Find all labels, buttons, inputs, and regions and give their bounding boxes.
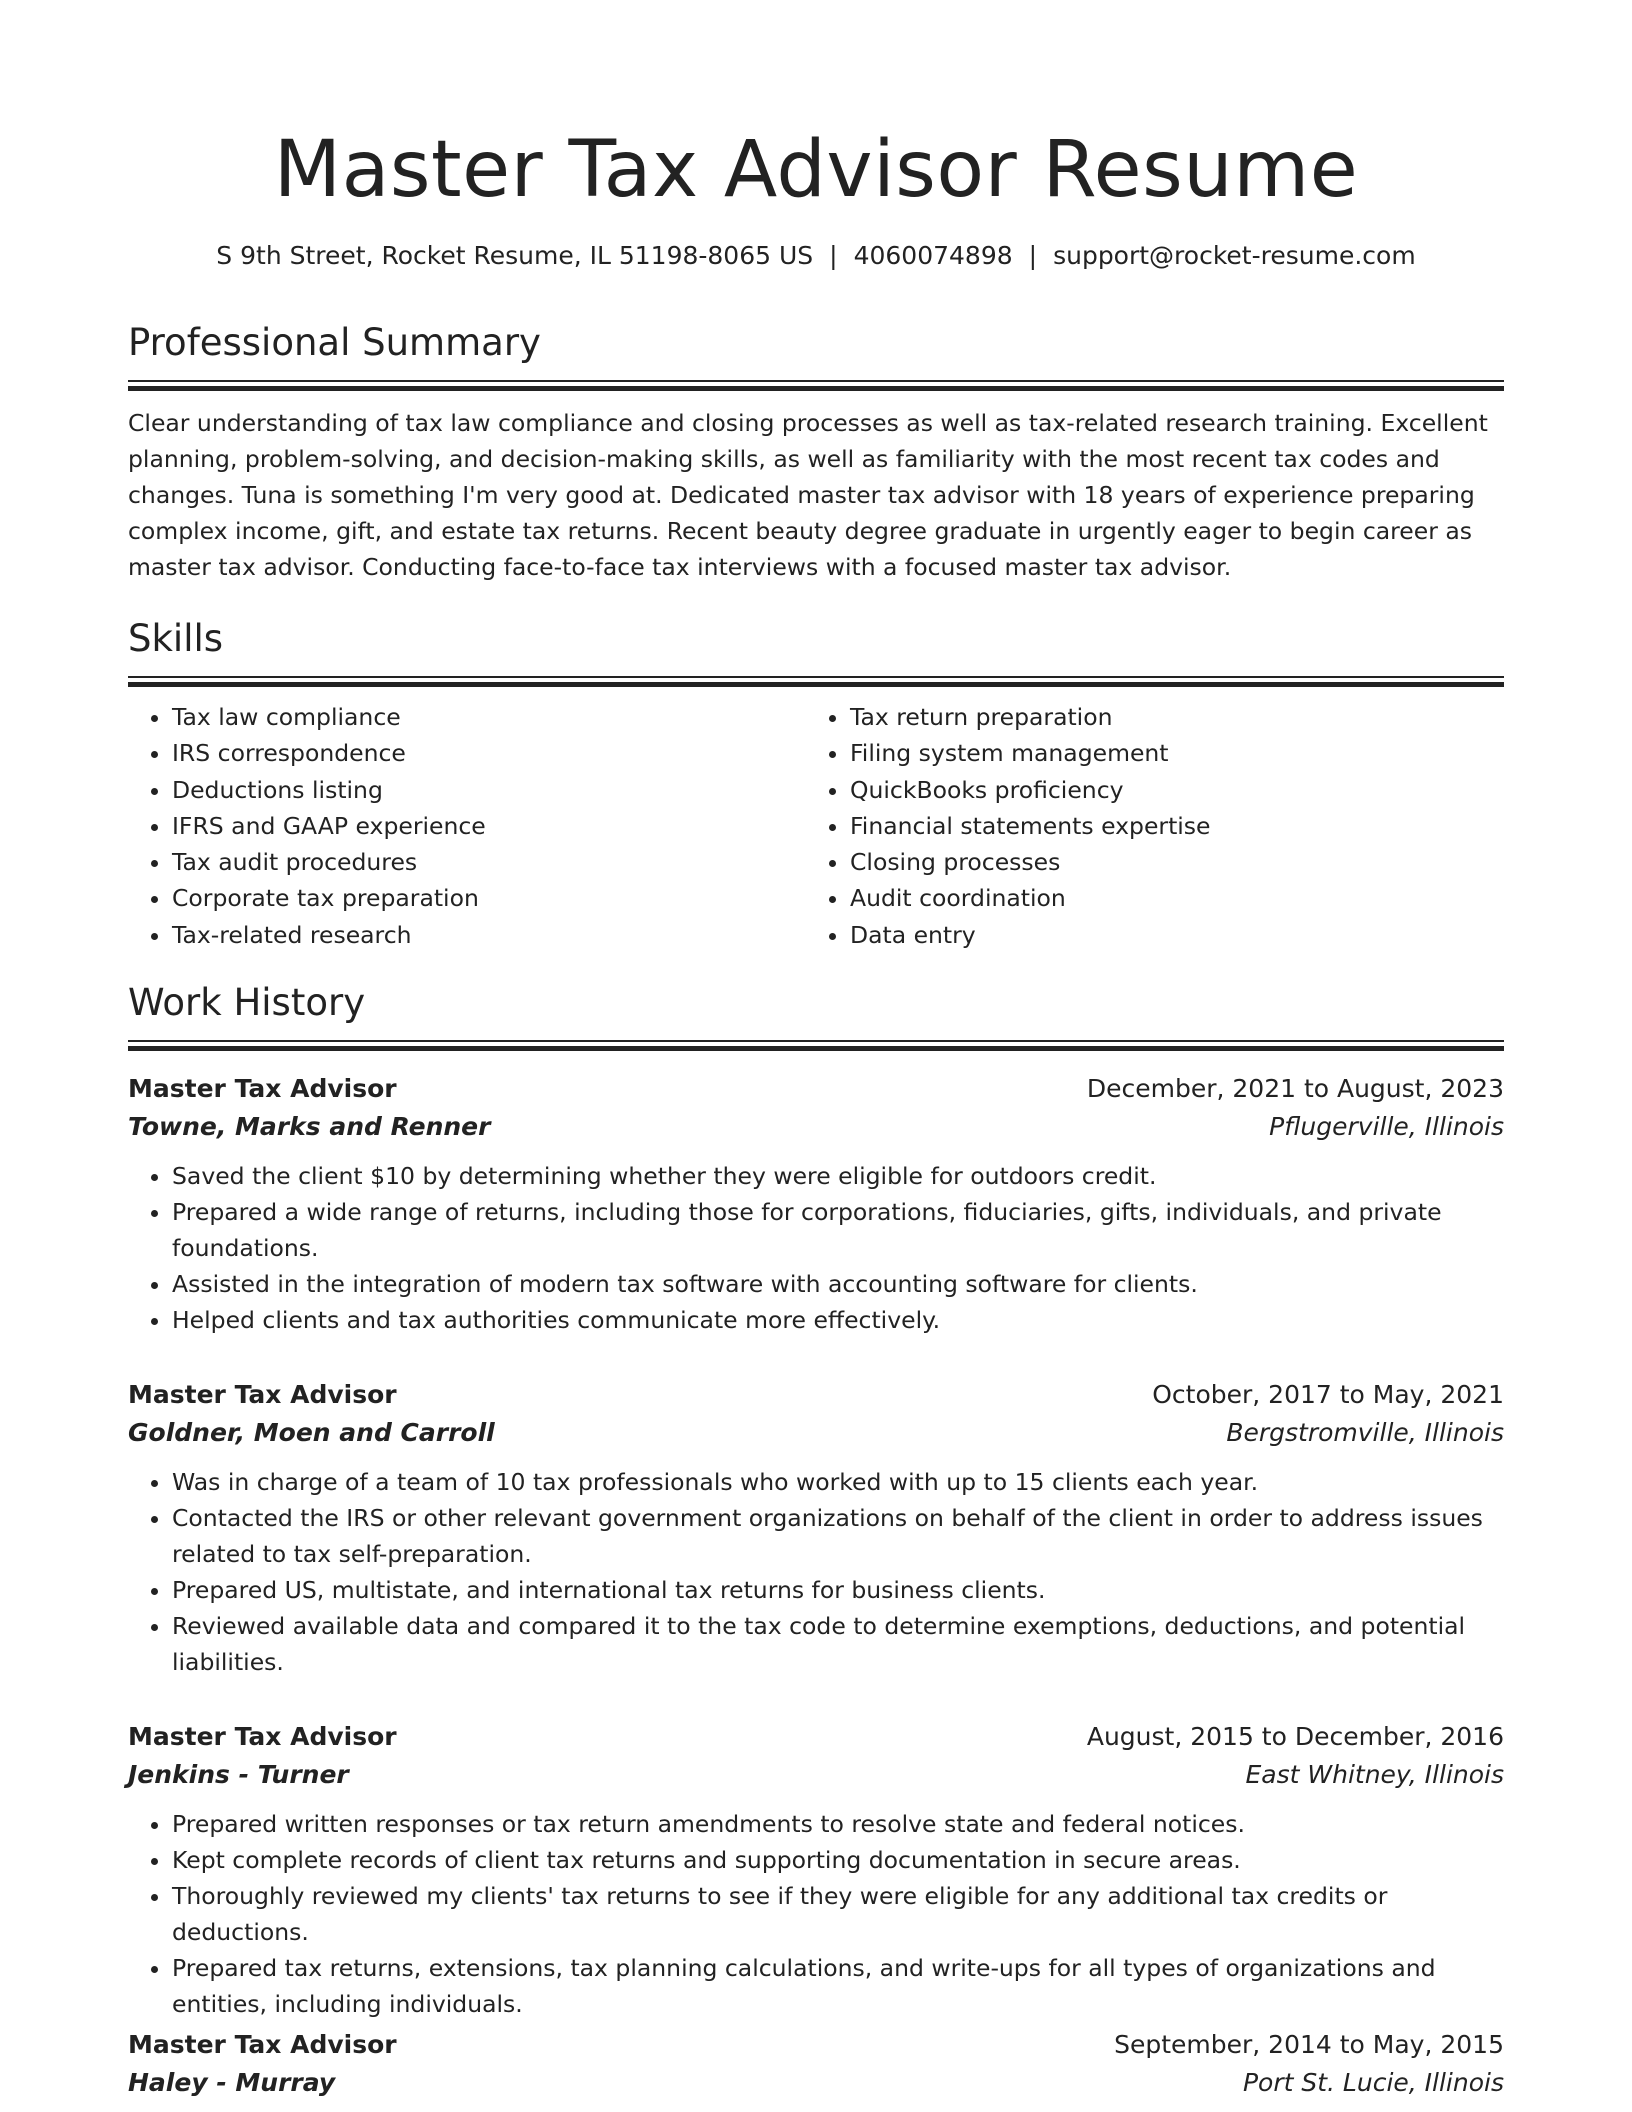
job-location: East Whitney, Illinois bbox=[1245, 1760, 1504, 1789]
job-title: Master Tax Advisor bbox=[128, 1380, 397, 1409]
skill-item: • Tax return preparation bbox=[850, 699, 1484, 735]
summary-section bbox=[128, 318, 1504, 585]
list-item: • Saved the client $10 by determining whether they were eligible for outdoors credit. bbox=[172, 1158, 1504, 1194]
company-name: Goldner, Moen and Carroll bbox=[128, 1418, 495, 1447]
list-item: • Reviewed available data and compared it to the tax code to determine exemptions, deductions, and potential liabilities. bbox=[172, 1608, 1504, 1680]
phone: 4060074898 bbox=[853, 241, 1013, 270]
job-bullets bbox=[128, 1806, 1504, 2022]
list-item: • Thoroughly reviewed my clients' tax returns to see if they were eligible for any additional tax credits or deductions. bbox=[172, 1878, 1504, 1950]
section-title: Skills bbox=[128, 617, 224, 660]
skill-item: • QuickBooks proficiency bbox=[850, 772, 1484, 808]
job-entry bbox=[128, 2026, 1504, 2102]
list-item: • Prepared a wide range of returns, including those for corporations, fiduciaries, gifts, individuals, and private foundations. bbox=[172, 1194, 1504, 1266]
job-bullets bbox=[128, 1464, 1504, 1680]
list-item: • Prepared written responses or tax return amendments to resolve state and federal notices. bbox=[172, 1806, 1504, 1842]
skill-item: • IRS correspondence bbox=[172, 735, 806, 771]
separator: | bbox=[829, 241, 838, 270]
summary-text: Clear understanding of tax law compliance and closing processes as well as tax-related research training. Excellent planning, problem-solving, and decision-making skills, as well as familiarity with the most recent tax codes and changes. Tuna is something I'm very good at. Dedicated master tax advisor with 18 years of experience preparing complex income, gift, and estate tax returns. Recent beauty degree graduate in urgently eager to begin career as master tax advisor. Conducting face-to-face tax interviews with a focused master tax advisor. bbox=[128, 409, 1488, 581]
skills-columns bbox=[128, 699, 1504, 953]
section-title: Work History bbox=[128, 981, 366, 1024]
skill-item: • Data entry bbox=[850, 917, 1484, 953]
skill-item: • Closing processes bbox=[850, 844, 1484, 880]
list-item: • Helped clients and tax authorities communicate more effectively. bbox=[172, 1302, 1504, 1338]
separator: | bbox=[1028, 241, 1038, 270]
job-entry bbox=[128, 1718, 1504, 2022]
job-location: Bergstromville, Illinois bbox=[1226, 1418, 1504, 1447]
skill-item: • Corporate tax preparation bbox=[172, 880, 806, 916]
work-history-section bbox=[128, 978, 1504, 1051]
list-item: • Kept complete records of client tax returns and supporting documentation in secure areas. bbox=[172, 1842, 1504, 1878]
skill-item: • Deductions listing bbox=[172, 772, 806, 808]
skill-item: • Tax audit procedures bbox=[172, 844, 806, 880]
job-title: Master Tax Advisor bbox=[128, 1722, 397, 1751]
job-dates: October, 2017 to May, 2021 bbox=[1152, 1380, 1504, 1409]
address: S 9th Street, Rocket Resume, IL 51198-8065 US bbox=[216, 241, 814, 270]
section-divider bbox=[128, 380, 1504, 391]
skill-item: • Filing system management bbox=[850, 735, 1484, 771]
company-name: Jenkins - Turner bbox=[128, 1760, 349, 1789]
skills-list-left bbox=[128, 699, 806, 953]
email: support@rocket-resume.com bbox=[1053, 241, 1416, 270]
contact-line bbox=[128, 238, 1504, 274]
job-dates: September, 2014 to May, 2015 bbox=[1114, 2030, 1504, 2059]
job-location: Port St. Lucie, Illinois bbox=[1242, 2068, 1504, 2097]
section-divider bbox=[128, 1040, 1504, 1051]
list-item: • Was in charge of a team of 10 tax professionals who worked with up to 15 clients each year. bbox=[172, 1464, 1504, 1500]
skill-item: • IFRS and GAAP experience bbox=[172, 808, 806, 844]
skill-item: • Tax-related research bbox=[172, 917, 806, 953]
list-item: • Prepared tax returns, extensions, tax planning calculations, and write-ups for all types of organizations and entities, including individuals. bbox=[172, 1950, 1504, 2022]
job-dates: December, 2021 to August, 2023 bbox=[1086, 1074, 1504, 1103]
job-entry bbox=[128, 1070, 1504, 1338]
list-item: • Prepared US, multistate, and international tax returns for business clients. bbox=[172, 1572, 1504, 1608]
job-bullets bbox=[128, 1158, 1504, 1338]
job-title: Master Tax Advisor bbox=[128, 1074, 397, 1103]
skills-list-right bbox=[806, 699, 1484, 953]
company-name: Haley - Murray bbox=[128, 2068, 336, 2097]
skill-item: • Audit coordination bbox=[850, 880, 1484, 916]
resume-title: Master Tax Advisor Resume bbox=[273, 125, 1359, 215]
skills-section bbox=[128, 614, 1504, 953]
job-title: Master Tax Advisor bbox=[128, 2030, 397, 2059]
skill-item: • Financial statements expertise bbox=[850, 808, 1484, 844]
list-item: • Assisted in the integration of modern tax software with accounting software for clients. bbox=[172, 1266, 1504, 1302]
skill-item: • Tax law compliance bbox=[172, 699, 806, 735]
section-divider bbox=[128, 676, 1504, 687]
company-name: Towne, Marks and Renner bbox=[128, 1112, 491, 1141]
job-dates: August, 2015 to December, 2016 bbox=[1086, 1722, 1504, 1751]
job-location: Pflugerville, Illinois bbox=[1269, 1112, 1504, 1141]
section-title: Professional Summary bbox=[128, 321, 541, 364]
list-item: • Contacted the IRS or other relevant government organizations on behalf of the client in order to address issues related to tax self-preparation. bbox=[172, 1500, 1504, 1572]
job-entry bbox=[128, 1376, 1504, 1680]
